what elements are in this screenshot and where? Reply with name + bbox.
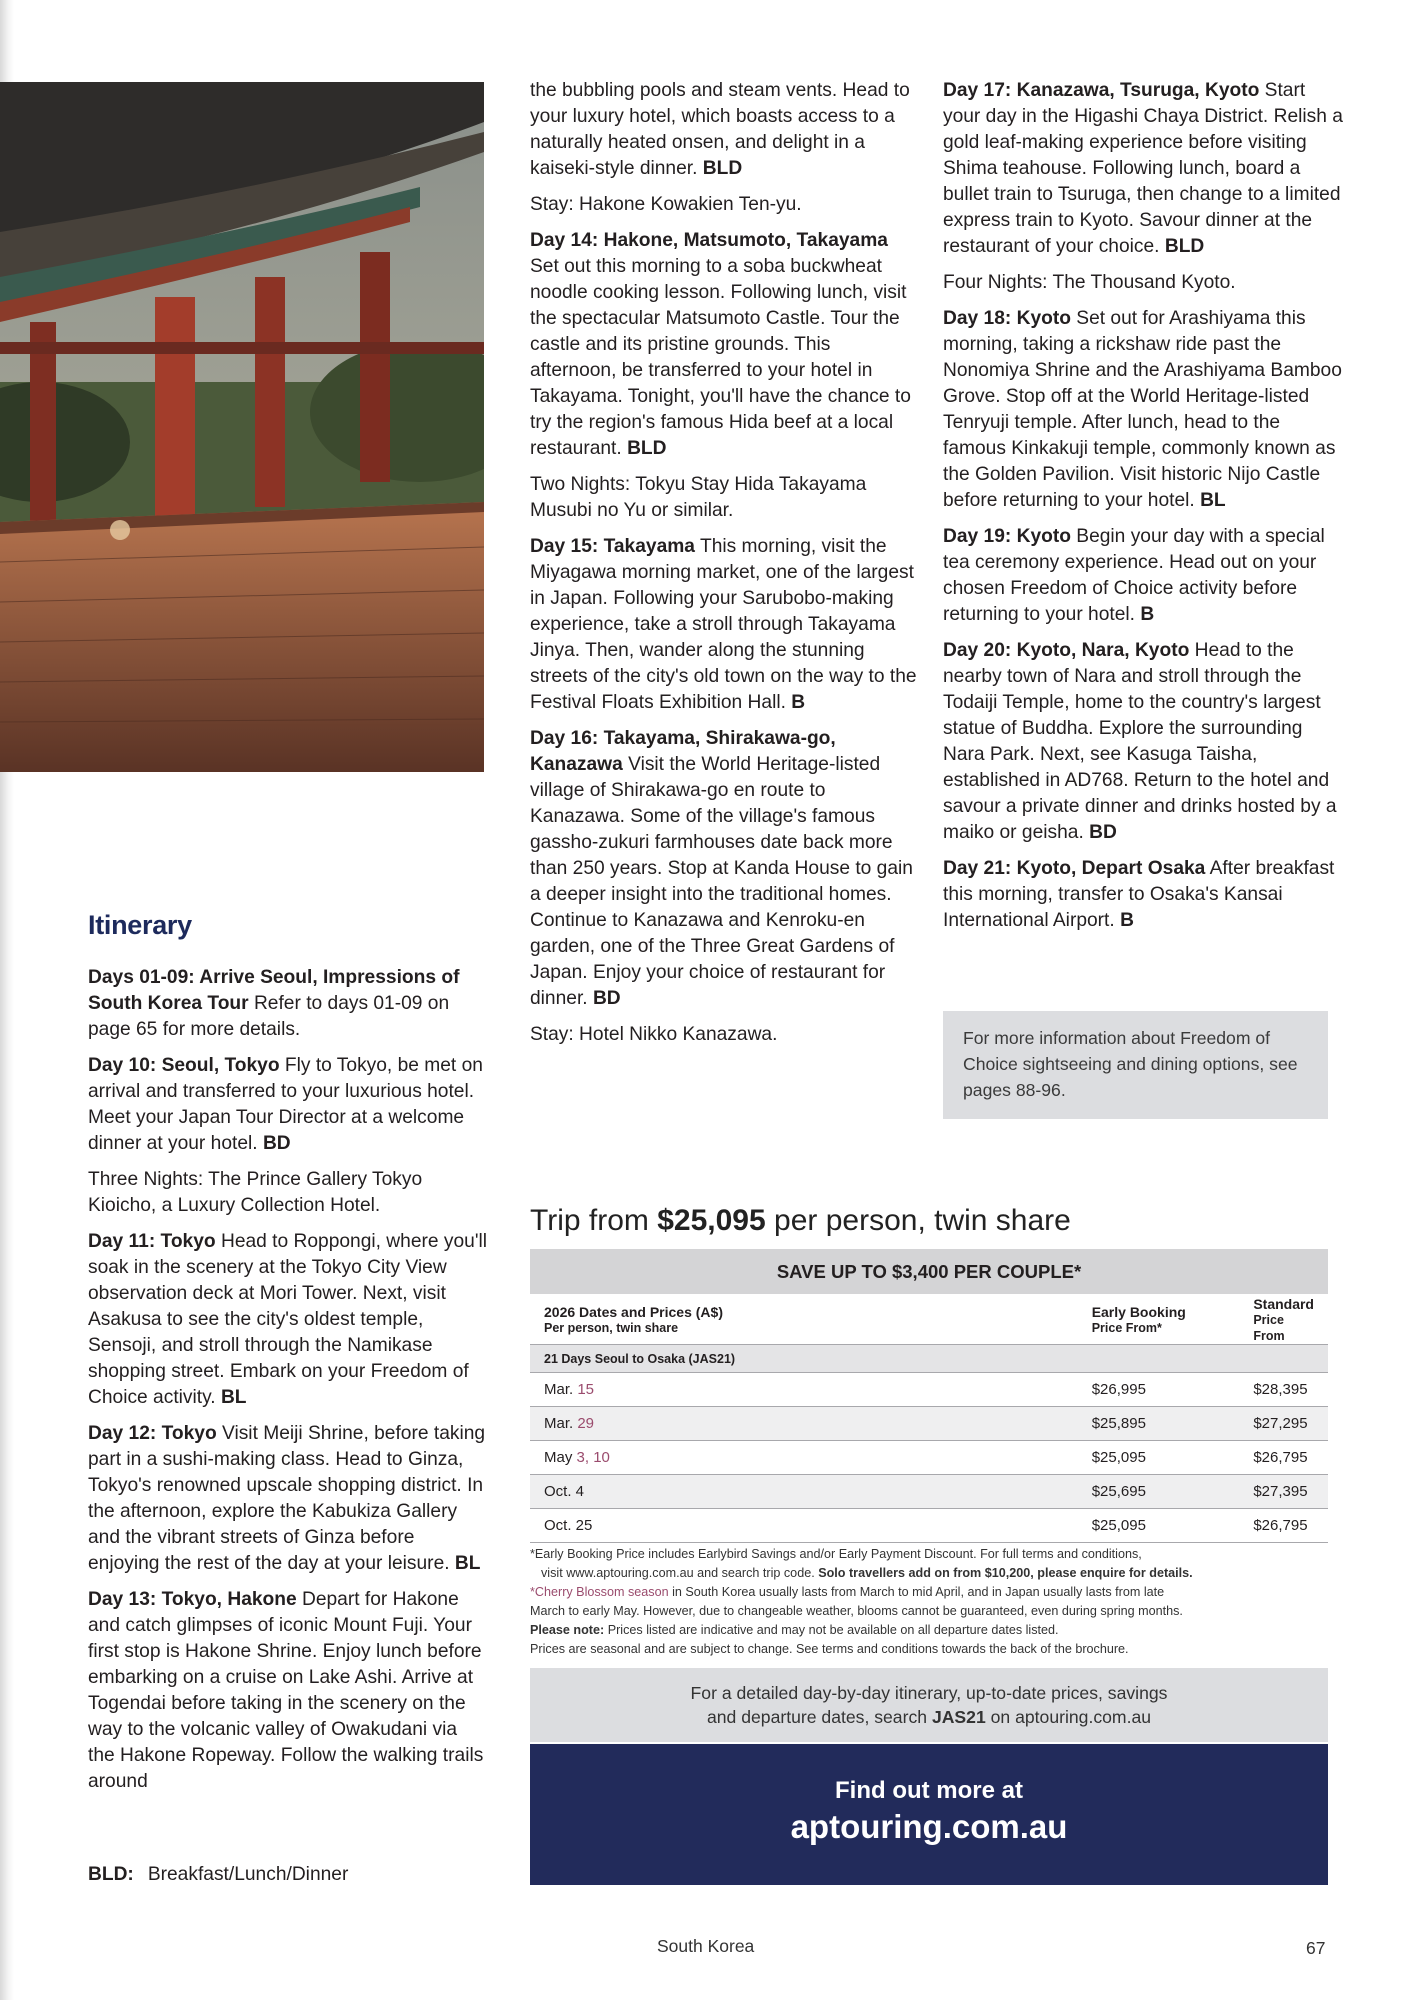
itinerary-paragraph [530, 472, 920, 524]
itinerary-paragraph [530, 228, 920, 462]
itinerary-paragraph [88, 1421, 488, 1577]
meal-code: BLD [702, 158, 743, 179]
trip-prefix: Trip from [530, 1204, 658, 1237]
standard-price: $26,795 [1239, 1509, 1328, 1543]
meal-code: BL [454, 1553, 481, 1574]
day-title: Day 11: Tokyo [88, 1231, 216, 1252]
day-text: Three Nights: The Prince Gallery Tokyo Kioicho, a Luxury Collection Hotel. [88, 1169, 423, 1216]
day-text: Visit Meiji Shrine, before taking part in a sushi-making class. Head to Ginza, Tokyo's renowned upscale shopping district. In the afternoon, explore the Kabukiza Gallery and the vibrant streets of Ginza before enjoying the rest of the day at your leisure. [88, 1423, 486, 1574]
departure-date: Oct. 4 [530, 1475, 1078, 1509]
day-text: Stay: Hotel Nikko Kanazawa. [530, 1024, 778, 1045]
meal-code: BD [592, 988, 621, 1009]
cta-line-1: Find out more at [835, 1777, 1023, 1804]
day-text: Set out for Arashiyama this morning, taking a rickshaw ride past the Nonomiya Shrine and the Arashiyama Bamboo Grove. Stop off at the World Heritage-listed Tenryuji temple. After lunch, head to the famous Kinkakuji temple, commonly known as the Golden Pavilion. Visit historic Nijo Castle before returning to your hotel. [943, 308, 1342, 511]
itinerary-paragraph [943, 524, 1343, 628]
freedom-of-choice-info-box: For more information about Freedom of Choice sightseeing and dining options, see pages 88-96. [943, 1011, 1328, 1119]
price-table-header [530, 1296, 1328, 1345]
day-title: Day 16: Takayama, Shirakawa-go, Kanazawa [530, 728, 836, 775]
standard-price: $27,395 [1239, 1475, 1328, 1509]
day-text: Two Nights: Tokyu Stay Hida Takayama Musubi no Yu or similar. [530, 474, 867, 521]
itinerary-paragraph [943, 638, 1343, 846]
departure-date: Mar. 15 [530, 1373, 1078, 1407]
search-trip-box: For a detailed day-by-day itinerary, up-to-date prices, savings and departure dates, search JAS21 on aptouring.com.au [530, 1668, 1328, 1742]
day-title: Days 01-09: Arrive Seoul, Impressions of South Korea Tour [88, 967, 460, 1014]
trip-price: $25,095 [657, 1204, 766, 1237]
itinerary-paragraph [530, 1022, 920, 1048]
day-title: Day 18: Kyoto [943, 308, 1071, 329]
itinerary-paragraph [530, 192, 920, 218]
early-booking-price: $25,695 [1078, 1475, 1240, 1509]
meal-legend [88, 1864, 348, 1886]
day-text: After breakfast this morning, transfer to Osaka's Kansai International Airport. [943, 858, 1335, 931]
cta-website-link[interactable]: aptouring.com.au [790, 1808, 1068, 1845]
find-out-more-banner[interactable] [530, 1744, 1328, 1885]
meal-code: BL [1200, 490, 1226, 511]
meal-legend-text: Breakfast/Lunch/Dinner [147, 1864, 349, 1885]
early-booking-price: $25,895 [1078, 1407, 1240, 1441]
page-number: 67 [1306, 1938, 1326, 1958]
itinerary-paragraph [88, 965, 488, 1043]
meal-code: BLD [1164, 236, 1205, 257]
itinerary-paragraph [88, 1229, 488, 1411]
early-booking-price: $25,095 [1078, 1509, 1240, 1543]
trip-price-headline [530, 1204, 1071, 1238]
day-text: This morning, visit the Miyagawa morning market, one of the largest in Japan. Following your Sarubobo-making experience, take a stroll through Takayama Jinya. Then, wander along the stunning streets of the city's old town on the way to the Festival Floats Exhibition Hall. [530, 536, 917, 713]
save-banner: SAVE UP TO $3,400 PER COUPLE* [530, 1249, 1328, 1294]
meal-code: B [1120, 910, 1134, 931]
price-table [530, 1296, 1328, 1543]
day-title: Day 19: Kyoto [943, 526, 1071, 547]
early-booking-price: $26,995 [1078, 1373, 1240, 1407]
departure-date: Mar. 29 [530, 1407, 1078, 1441]
day-text: Head to the nearby town of Nara and stroll through the Todaiji Temple, home to the country's largest statue of Buddha. Explore the surrounding Nara Park. Next, see Kasuga Taisha, established in AD768. Return to the hotel and savour a private dinner and drinks hosted by a maiko or geisha. [943, 640, 1337, 843]
itinerary-column-3 [943, 78, 1343, 944]
early-booking-note: *Early Booking Price includes Earlybird Savings and/or Early Payment Discount. For full terms and conditions, [530, 1547, 1142, 1561]
day-title: Day 21: Kyoto, Depart Osaka [943, 858, 1206, 879]
day-title: Day 17: Kanazawa, Tsuruga, Kyoto [943, 80, 1260, 101]
day-title: Day 15: Takayama [530, 536, 695, 557]
meal-code: BL [220, 1387, 247, 1408]
meal-code: B [791, 692, 806, 713]
day-text: Fly to Tokyo, be met on arrival and transferred to your luxurious hotel. Meet your Japan Tour Director at a welcome dinner at your hotel. [88, 1055, 483, 1154]
price-row [530, 1407, 1328, 1441]
itinerary-paragraph [943, 78, 1343, 260]
itinerary-paragraph [88, 1167, 488, 1219]
itinerary-paragraph [88, 1587, 488, 1795]
please-note: Please note: Prices listed are indicative and may not be available on all departure dates listed. [530, 1623, 1059, 1637]
standard-price: $28,395 [1239, 1373, 1328, 1407]
price-row [530, 1475, 1328, 1509]
itinerary-column-1 [88, 965, 488, 1805]
price-row [530, 1509, 1328, 1543]
trip-code: JAS21 [931, 1707, 986, 1727]
itinerary-paragraph [88, 1053, 488, 1157]
itinerary-paragraph [530, 78, 920, 182]
day-text: the bubbling pools and steam vents. Head to your luxury hotel, which boasts access to a naturally heated onsen, and delight in a kaiseki-style dinner. [530, 80, 910, 179]
departure-date: May 3, 10 [530, 1441, 1078, 1475]
day-text: Head to Roppongi, where you'll soak in the scenery at the Tokyo City View observation deck at Mori Tower. Next, visit Asakusa to see the city's oldest temple, Sensoji, and stroll through the Namikase shopping street. Embark on your Freedom of Choice activity. [88, 1231, 488, 1408]
trip-suffix: per person, twin share [765, 1204, 1071, 1237]
footnotes: *Early Booking Price includes Earlybird Savings and/or Early Payment Discount. For full terms and conditions, visit www.aptouring.com.au and search trip code. Solo travellers add on from $10,200, please enquire for details. *Cherry Blossom season in South Korea usually lasts from March to mid April, and in Japan usually lasts from late March to early May. However, due to changeable weather, blooms cannot be guaranteed, even during spring months. Please note: Prices listed are indicative and may not be available on all departure dates listed. Prices are seasonal and are subject to change. See terms and conditions towards the back of the brochure. [530, 1545, 1330, 1659]
day-text: Set out this morning to a soba buckwheat noodle cooking lesson. Following lunch, visit the spectacular Matsumoto Castle. Tour the castle and its pristine grounds. This afternoon, be transferred to your hotel in Takayama. Tonight, you'll have the chance to try the region's famous Hida beef at a local restaurant. [530, 256, 911, 459]
header-standard: Standard Price From [1239, 1296, 1328, 1345]
day-text: Visit the World Heritage-listed village of Shirakawa-go en route to Kanazawa. Some of the village's famous gassho-zukuri farmhouses date back more than 250 years. Stop at Kanda House to gain a deeper insight into the traditional homes. Continue to Kanazawa and Kenroku-en garden, one of the Three Great Gardens of Japan. Enjoy your choice of restaurant for dinner. [530, 754, 913, 1009]
header-dates: 2026 Dates and Prices (A$) Per person, twin share [530, 1296, 1078, 1345]
pavilion-photo [0, 82, 484, 772]
itinerary-paragraph [943, 856, 1343, 934]
day-text: Refer to days 01-09 on page 65 for more details. [88, 993, 450, 1040]
day-text: Stay: Hakone Kowakien Ten-yu. [530, 194, 802, 215]
itinerary-paragraph [530, 534, 920, 716]
day-title: Day 13: Tokyo, Hakone [88, 1589, 297, 1610]
itinerary-column-2 [530, 78, 920, 1058]
meal-code: BD [1089, 822, 1117, 843]
seasonal-note: Prices are seasonal and are subject to change. See terms and conditions towards the back of the brochure. [530, 1642, 1129, 1656]
trip-code-row: 21 Days Seoul to Osaka (JAS21) [530, 1345, 1328, 1373]
itinerary-heading: Itinerary [88, 910, 192, 940]
day-title: Day 14: Hakone, Matsumoto, Takayama [530, 230, 888, 251]
price-row [530, 1373, 1328, 1407]
day-text: Begin your day with a special tea ceremony experience. Head out on your chosen Freedom of Choice activity before returning to your hotel. [943, 526, 1325, 625]
day-text: Four Nights: The Thousand Kyoto. [943, 272, 1236, 293]
early-booking-price: $25,095 [1078, 1441, 1240, 1475]
price-row [530, 1441, 1328, 1475]
meal-legend-abbr: BLD: [88, 1864, 134, 1885]
header-early-booking: Early Booking Price From* [1078, 1296, 1240, 1345]
departure-date: Oct. 25 [530, 1509, 1078, 1543]
meal-code: BLD [627, 438, 667, 459]
meal-code: BD [262, 1133, 291, 1154]
meal-code: B [1140, 604, 1155, 625]
cherry-blossom-note: *Cherry Blossom season in South Korea usually lasts from March to mid April, and in Japan usually lasts from late [530, 1585, 1165, 1599]
itinerary-paragraph [943, 270, 1343, 296]
day-text: Start your day in the Higashi Chaya District. Relish a gold leaf-making experience before visiting Shima teahouse. Following lunch, board a bullet train to Tsuruga, then change to a limited express train to Kyoto. Savour dinner at the restaurant of your choice. [943, 80, 1343, 257]
day-title: Day 20: Kyoto, Nara, Kyoto [943, 640, 1190, 661]
itinerary-paragraph [530, 726, 920, 1012]
day-title: Day 10: Seoul, Tokyo [88, 1055, 280, 1076]
standard-price: $26,795 [1239, 1441, 1328, 1475]
day-title: Day 12: Tokyo [88, 1423, 217, 1444]
itinerary-paragraph [943, 306, 1343, 514]
day-text: Depart for Hakone and catch glimpses of iconic Mount Fuji. Your first stop is Hakone Shrine. Enjoy lunch before embarking on a cruise on Lake Ashi. Arrive at Togendai before taking in the scenery on the way to the volcanic valley of Owakudani via the Hakone Ropeway. Follow the walking trails around [88, 1589, 484, 1792]
standard-price: $27,295 [1239, 1407, 1328, 1441]
footer-section-label: South Korea [657, 1936, 755, 1956]
